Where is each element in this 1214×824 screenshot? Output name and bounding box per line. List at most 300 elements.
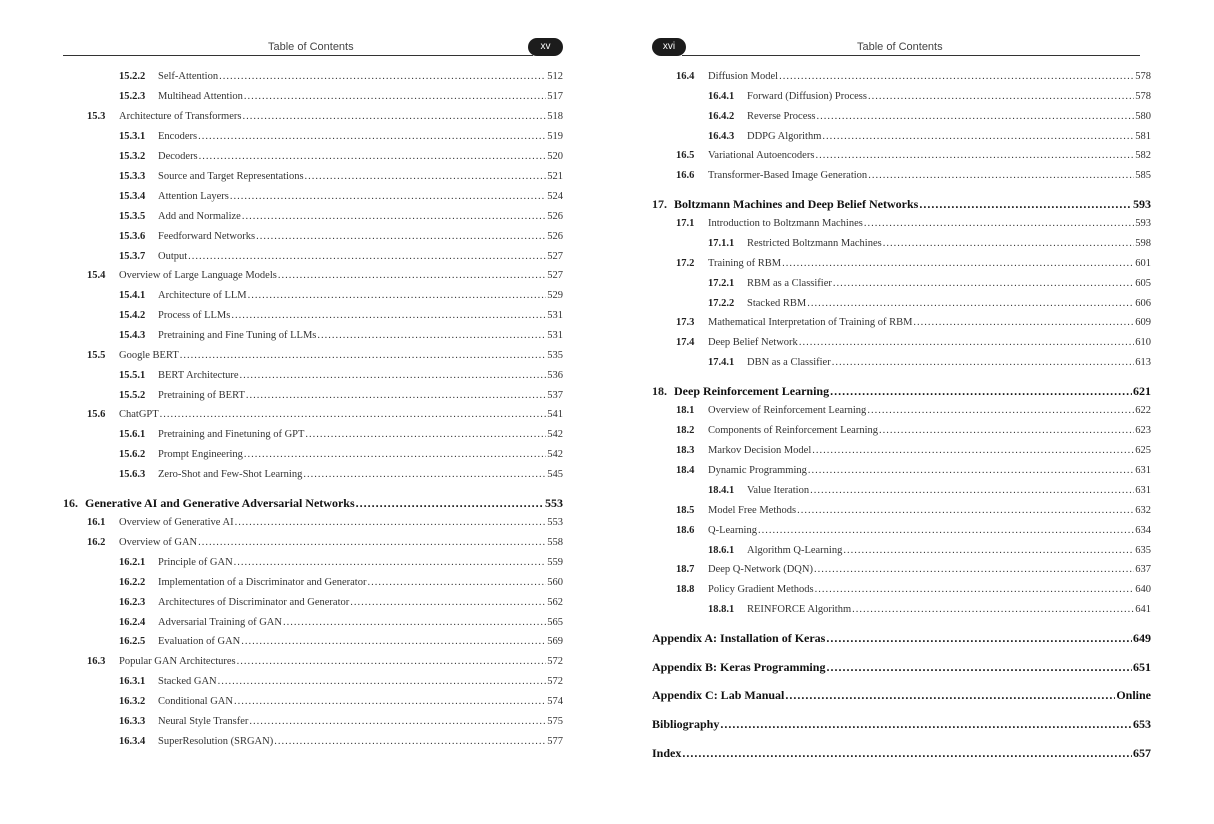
toc-entry[interactable] <box>63 209 563 225</box>
toc-entry[interactable] <box>63 555 563 571</box>
toc-entry-page: 651 <box>1133 660 1151 674</box>
dot-leader <box>779 69 1134 85</box>
toc-entry-number: 18.8 <box>676 584 695 595</box>
toc-entry-title: Popular GAN Architectures <box>119 656 236 667</box>
dot-leader <box>814 562 1134 578</box>
running-header: Table of Contents <box>857 41 943 53</box>
toc-entry-page: 519 <box>547 131 563 142</box>
toc-entry-page: 574 <box>547 696 563 707</box>
toc-entry-page: 585 <box>1135 170 1151 181</box>
toc-entry-page: 613 <box>1135 357 1151 368</box>
toc-entry-title: Stacked GAN <box>158 676 217 687</box>
toc-entry[interactable] <box>63 288 563 304</box>
toc-entry-page: 542 <box>547 429 563 440</box>
toc-entry-title: DBN as a Classifier <box>747 357 831 368</box>
dot-leader <box>720 716 1132 732</box>
toc-entry[interactable] <box>652 630 1151 646</box>
toc-entry-number: 17.1 <box>676 218 695 229</box>
toc-entry-number: 15.3 <box>87 111 106 122</box>
toc-entry-number: 17. <box>652 197 667 211</box>
toc-entry-number: 18.2 <box>676 425 695 436</box>
dot-leader <box>782 256 1134 272</box>
toc-entry[interactable] <box>63 308 563 324</box>
toc-entry[interactable] <box>63 427 563 443</box>
toc-entry-title: Prompt Engineering <box>158 449 243 460</box>
toc-entry-title: Output <box>158 251 188 262</box>
toc-entry-number: 16.2.3 <box>119 597 146 608</box>
toc-entry-page: 553 <box>547 517 563 528</box>
left-page <box>63 0 563 824</box>
toc-entry-number: 15.3.1 <box>119 131 146 142</box>
toc-entry[interactable] <box>652 503 1151 519</box>
toc-entry-number: 18.5 <box>676 505 695 516</box>
toc-entry[interactable] <box>63 328 563 344</box>
toc-entry-title: Neural Style Transfer <box>158 716 249 727</box>
dot-leader <box>256 229 546 245</box>
toc-entry-number: 16.3.1 <box>119 676 146 687</box>
toc-entry-title: Overview of Reinforcement Learning <box>708 405 867 416</box>
toc-entry-title: Deep Belief Network <box>708 337 798 348</box>
toc-entry-title: Self-Attention <box>158 71 219 82</box>
toc-entry-title: Pretraining and Fine Tuning of LLMs <box>158 330 317 341</box>
toc-entry-page: 575 <box>547 716 563 727</box>
toc-entry-number: 15.3.7 <box>119 251 146 262</box>
toc-entry-number: 15.2.2 <box>119 71 146 82</box>
toc-entry-page: 560 <box>547 577 563 588</box>
toc-entry[interactable] <box>63 634 563 650</box>
toc-entry-title: Index <box>652 746 682 760</box>
toc-entry-page: 531 <box>547 310 563 321</box>
header-rule <box>682 55 1140 56</box>
toc-entry-page: 621 <box>1133 384 1151 398</box>
toc-entry-number: 16.2.5 <box>119 636 146 647</box>
toc-entry-title: Zero-Shot and Few-Shot Learning <box>158 469 303 480</box>
toc-entry[interactable] <box>652 659 1151 675</box>
toc-entry-title: Forward (Diffusion) Process <box>747 91 867 102</box>
toc-entry-page: 512 <box>547 71 563 82</box>
toc-entry-title: Evaluation of GAN <box>158 636 241 647</box>
toc-entry[interactable] <box>63 129 563 145</box>
dot-leader <box>237 654 547 670</box>
toc-entry-title: Conditional GAN <box>158 696 233 707</box>
toc-entry-number: 15.2.3 <box>119 91 146 102</box>
dot-leader <box>879 423 1134 439</box>
toc-entry[interactable] <box>63 495 563 511</box>
toc-entry[interactable] <box>652 745 1151 761</box>
toc-entry-page: 565 <box>547 617 563 628</box>
dot-leader <box>833 276 1134 292</box>
toc-entry-title: Appendix B: Keras Programming <box>652 660 826 674</box>
toc-entry-title: Policy Gradient Methods <box>708 584 814 595</box>
dot-leader <box>826 630 1132 646</box>
dot-leader <box>758 523 1134 539</box>
toc-entry-title: Boltzmann Machines and Deep Belief Networks <box>674 197 919 211</box>
toc-entry-page: 631 <box>1135 485 1151 496</box>
toc-entry-number: 15.3.2 <box>119 151 146 162</box>
toc-entry-page: 520 <box>547 151 563 162</box>
toc-entry-page: 641 <box>1135 604 1151 615</box>
toc-entry-page: 623 <box>1135 425 1151 436</box>
toc-entry[interactable] <box>652 236 1151 252</box>
toc-entry-title: DDPG Algorithm <box>747 131 822 142</box>
toc-entry-title: Adversarial Training of GAN <box>158 617 282 628</box>
toc-entry-page: 531 <box>547 330 563 341</box>
toc-entry[interactable] <box>652 463 1151 479</box>
toc-entry-page: 634 <box>1135 525 1151 536</box>
toc-entry[interactable] <box>652 196 1151 212</box>
toc-entry-title: Restricted Boltzmann Machines <box>747 238 882 249</box>
toc-entry[interactable] <box>652 403 1151 419</box>
toc-entry[interactable] <box>652 716 1151 732</box>
toc-entry[interactable] <box>63 535 563 551</box>
running-header: Table of Contents <box>268 41 354 53</box>
dot-leader <box>248 288 547 304</box>
dot-leader <box>868 89 1134 105</box>
toc-entry-title: Stacked RBM <box>747 298 807 309</box>
toc-entry-title: Architecture of Transformers <box>119 111 242 122</box>
dot-leader <box>785 687 1115 703</box>
toc-entry-number: 17.2.2 <box>708 298 735 309</box>
dot-leader <box>218 674 547 690</box>
toc-entry-title: Add and Normalize <box>158 211 241 222</box>
toc-entry[interactable] <box>63 615 563 631</box>
toc-entry-page: 526 <box>547 231 563 242</box>
toc-entry[interactable] <box>652 582 1151 598</box>
toc-entry-page: 578 <box>1135 71 1151 82</box>
toc-entry[interactable] <box>63 734 563 750</box>
toc-entry[interactable] <box>63 714 563 730</box>
dot-leader <box>864 216 1134 232</box>
toc-entry-page: 536 <box>547 370 563 381</box>
dot-leader <box>244 447 546 463</box>
toc-entry[interactable] <box>652 129 1151 145</box>
dot-leader <box>234 694 546 710</box>
toc-entry-page: 631 <box>1135 465 1151 476</box>
toc-entry[interactable] <box>63 348 563 364</box>
toc-entry[interactable] <box>63 149 563 165</box>
toc-entry-number: 17.2.1 <box>708 278 735 289</box>
toc-entry-page: 545 <box>547 469 563 480</box>
toc-entry-title: Decoders <box>158 151 198 162</box>
toc-entry-title: Transformer-Based Image Generation <box>708 170 868 181</box>
dot-leader <box>305 169 547 185</box>
dot-leader <box>234 555 547 571</box>
toc-entry[interactable] <box>63 447 563 463</box>
toc-entry[interactable] <box>63 368 563 384</box>
toc-entry-number: 16.2 <box>87 537 106 548</box>
dot-leader <box>249 714 546 730</box>
toc-entry-title: Overview of Generative AI <box>119 517 234 528</box>
dot-leader <box>867 403 1134 419</box>
toc-entry[interactable] <box>652 523 1151 539</box>
toc-entry-page: 625 <box>1135 445 1151 456</box>
dot-leader <box>303 467 546 483</box>
toc-entry-page: 637 <box>1135 564 1151 575</box>
toc-entry-page: 529 <box>547 290 563 301</box>
toc-entry-page: 653 <box>1133 717 1151 731</box>
dot-leader <box>832 355 1135 371</box>
toc-entry-number: 16.1 <box>87 517 106 528</box>
toc-entry-number: 16.2.1 <box>119 557 146 568</box>
toc-entry[interactable] <box>652 687 1151 703</box>
toc-entry[interactable] <box>652 148 1151 164</box>
toc-entry[interactable] <box>63 229 563 245</box>
toc-entry[interactable] <box>652 256 1151 272</box>
toc-entry-title: Google BERT <box>119 350 179 361</box>
toc-entry[interactable] <box>63 388 563 404</box>
toc-entry-title: RBM as a Classifier <box>747 278 832 289</box>
toc-entry-title: Dynamic Programming <box>708 465 807 476</box>
dot-leader <box>799 335 1134 351</box>
toc-entry-title: Process of LLMs <box>158 310 231 321</box>
toc-entry-page: 569 <box>547 636 563 647</box>
dot-leader <box>235 515 547 531</box>
toc-entry[interactable] <box>652 423 1151 439</box>
dot-leader <box>240 368 547 384</box>
toc-entry-number: 16.4.2 <box>708 111 735 122</box>
toc-entry-number: 15.3.5 <box>119 211 146 222</box>
toc-entry-number: 17.1.1 <box>708 238 735 249</box>
toc-entry-title: SuperResolution (SRGAN) <box>158 736 274 747</box>
toc-entry-page: 598 <box>1135 238 1151 249</box>
toc-entry[interactable] <box>63 89 563 105</box>
toc-entry[interactable] <box>652 216 1151 232</box>
toc-entry-number: 16.4.3 <box>708 131 735 142</box>
dot-leader <box>241 634 546 650</box>
toc-entry-page: 593 <box>1133 197 1151 211</box>
toc-entry[interactable] <box>652 355 1151 371</box>
toc-entry-number: 16.3.4 <box>119 736 146 747</box>
toc-entry[interactable] <box>63 249 563 265</box>
dot-leader <box>852 602 1134 618</box>
toc-entry-number: 15.4.2 <box>119 310 146 321</box>
toc-entry-title: Appendix C: Lab Manual <box>652 688 785 702</box>
dot-leader <box>278 268 546 284</box>
toc-entry-page: 577 <box>547 736 563 747</box>
toc-entry[interactable] <box>63 654 563 670</box>
dot-leader <box>244 89 546 105</box>
dot-leader <box>199 149 547 165</box>
dot-leader <box>283 615 546 631</box>
toc-entry[interactable] <box>63 694 563 710</box>
dot-leader <box>367 575 546 591</box>
dot-leader <box>883 236 1135 252</box>
toc-entry-number: 15.5.1 <box>119 370 146 381</box>
toc-entry[interactable] <box>652 89 1151 105</box>
toc-entry-page: 635 <box>1135 545 1151 556</box>
toc-entry-title: Pretraining of BERT <box>158 390 245 401</box>
toc-entry-page: 524 <box>547 191 563 202</box>
toc-entry-title: Markov Decision Model <box>708 445 812 456</box>
toc-entry-number: 15.5 <box>87 350 106 361</box>
toc-entry-title: Implementation of a Discriminator and Generator <box>158 577 367 588</box>
toc-entry-page: 606 <box>1135 298 1151 309</box>
toc-entry-title: Overview of Large Language Models <box>119 270 277 281</box>
dot-leader <box>242 109 546 125</box>
toc-entry-number: 15.4.3 <box>119 330 146 341</box>
toc-entry[interactable] <box>652 276 1151 292</box>
toc-entry-title: REINFORCE Algorithm <box>747 604 852 615</box>
toc-entry-page: 535 <box>547 350 563 361</box>
dot-leader <box>812 443 1134 459</box>
dot-leader <box>198 535 546 551</box>
toc-entry[interactable] <box>652 109 1151 125</box>
toc-entry-title: BERT Architecture <box>158 370 239 381</box>
toc-entry-page: 521 <box>547 171 563 182</box>
dot-leader <box>242 209 546 225</box>
toc-entry-page: 601 <box>1135 258 1151 269</box>
toc-entry-title: Overview of GAN <box>119 537 198 548</box>
toc-entry[interactable] <box>63 189 563 205</box>
dot-leader <box>808 463 1134 479</box>
toc-entry[interactable] <box>652 69 1151 85</box>
toc-entry[interactable] <box>652 602 1151 618</box>
toc-entry-page: 541 <box>547 409 563 420</box>
toc-entry-title: Multihead Attention <box>158 91 243 102</box>
toc-entry[interactable] <box>652 335 1151 351</box>
toc-entry-number: 16. <box>63 496 78 510</box>
toc-entry[interactable] <box>63 69 563 85</box>
toc-entry-page: 593 <box>1135 218 1151 229</box>
toc-entry-title: Model Free Methods <box>708 505 797 516</box>
dot-leader <box>843 543 1134 559</box>
toc-entry-title: Diffusion Model <box>708 71 779 82</box>
header-rule <box>63 55 533 56</box>
toc-entry-number: 16.5 <box>676 150 695 161</box>
page-number-badge: xv <box>528 38 563 56</box>
dot-leader <box>815 148 1134 164</box>
page-number-badge: xvi <box>652 38 686 56</box>
toc-entry[interactable] <box>63 407 563 423</box>
toc-entry[interactable] <box>63 595 563 611</box>
toc-entry-number: 15.6 <box>87 409 106 420</box>
toc-entry-number: 15.6.2 <box>119 449 146 460</box>
toc-entry[interactable] <box>63 575 563 591</box>
toc-entry-title: Attention Layers <box>158 191 229 202</box>
dot-leader <box>160 407 547 423</box>
toc-entry-page: 518 <box>547 111 563 122</box>
dot-leader <box>826 659 1132 675</box>
toc-entry-number: 18.1 <box>676 405 695 416</box>
toc-entry-number: 15.6.3 <box>119 469 146 480</box>
toc-entry-number: 15.4.1 <box>119 290 146 301</box>
toc-entry-page: 537 <box>547 390 563 401</box>
toc-entry-title: Deep Q-Network (DQN) <box>708 564 813 575</box>
toc-entry-number: 15.3.6 <box>119 231 146 242</box>
dot-leader <box>350 595 546 611</box>
toc-entry-page: 527 <box>547 251 563 262</box>
toc-entry-title: Introduction to Boltzmann Machines <box>708 218 863 229</box>
toc-entry-title: Architectures of Discriminator and Generator <box>158 597 350 608</box>
toc-entry-title: Pretraining and Finetuning of GPT <box>158 429 305 440</box>
dot-leader <box>817 109 1135 125</box>
dot-leader <box>188 249 546 265</box>
toc-entry-number: 16.2.4 <box>119 617 146 628</box>
dot-leader <box>180 348 547 364</box>
dot-leader <box>317 328 546 344</box>
toc-entry[interactable] <box>63 467 563 483</box>
toc-entry[interactable] <box>652 562 1151 578</box>
dot-leader <box>868 168 1134 184</box>
toc-entry[interactable] <box>652 483 1151 499</box>
dot-leader <box>231 308 546 324</box>
toc-entry-number: 18.4 <box>676 465 695 476</box>
toc-entry-page: 542 <box>547 449 563 460</box>
toc-entry-title: Bibliography <box>652 717 720 731</box>
dot-leader <box>305 427 546 443</box>
toc-entry-number: 18.7 <box>676 564 695 575</box>
toc-entry-title: Deep Reinforcement Learning <box>674 384 830 398</box>
dot-leader <box>230 189 546 205</box>
toc-entry-number: 18.6.1 <box>708 545 735 556</box>
toc-entry-number: 16.2.2 <box>119 577 146 588</box>
dot-leader <box>356 495 544 511</box>
toc-entry-page: 622 <box>1135 405 1151 416</box>
toc-entry-number: 16.3 <box>87 656 106 667</box>
toc-entry-page: 580 <box>1135 111 1151 122</box>
toc-entry-number: 17.2 <box>676 258 695 269</box>
toc-entry[interactable] <box>652 168 1151 184</box>
toc-entry-number: 18.8.1 <box>708 604 735 615</box>
dot-leader <box>919 196 1132 212</box>
dot-leader <box>815 582 1135 598</box>
toc-entry[interactable] <box>652 383 1151 399</box>
toc-entry[interactable] <box>63 515 563 531</box>
toc-entry-page: 640 <box>1135 584 1151 595</box>
toc-entry-page: 649 <box>1133 631 1151 645</box>
toc-entry[interactable] <box>652 315 1151 331</box>
toc-entry-page: 578 <box>1135 91 1151 102</box>
toc-entry-title: Components of Reinforcement Learning <box>708 425 878 436</box>
toc-entry-number: 15.5.2 <box>119 390 146 401</box>
right-page <box>652 0 1151 824</box>
toc-entry-number: 17.4 <box>676 337 695 348</box>
toc-entry-page: 572 <box>547 656 563 667</box>
toc-entry-number: 18.3 <box>676 445 695 456</box>
toc-entry-number: 18. <box>652 384 667 398</box>
toc-entry-page: 572 <box>547 676 563 687</box>
dot-leader <box>822 129 1134 145</box>
toc-entry-title: Encoders <box>158 131 198 142</box>
toc-entry-number: 17.3 <box>676 317 695 328</box>
toc-entry-page: 581 <box>1135 131 1151 142</box>
toc-entry-title: Value Iteration <box>747 485 810 496</box>
toc-entry-title: Appendix A: Installation of Keras <box>652 631 826 645</box>
toc-entry-number: 16.4.1 <box>708 91 735 102</box>
toc-entry[interactable] <box>63 169 563 185</box>
toc-entry-title: Generative AI and Generative Adversarial Networks <box>85 496 355 510</box>
dot-leader <box>810 483 1134 499</box>
dot-leader <box>198 129 546 145</box>
toc-entry[interactable] <box>63 109 563 125</box>
toc-entry-page: 558 <box>547 537 563 548</box>
toc-entry-title: Principle of GAN <box>158 557 233 568</box>
toc-entry[interactable] <box>63 268 563 284</box>
toc-entry-page: 605 <box>1135 278 1151 289</box>
toc-entry-title: Q-Learning <box>708 525 757 536</box>
dot-leader <box>797 503 1134 519</box>
toc-entry-number: 16.4 <box>676 71 695 82</box>
toc-entry[interactable] <box>652 296 1151 312</box>
toc-entry[interactable] <box>652 443 1151 459</box>
toc-entry-page: 610 <box>1135 337 1151 348</box>
toc-entry-number: 15.3.4 <box>119 191 146 202</box>
toc-entry-page: 657 <box>1133 746 1151 760</box>
toc-entry[interactable] <box>63 674 563 690</box>
toc-entry[interactable] <box>652 543 1151 559</box>
toc-entry-page: 526 <box>547 211 563 222</box>
toc-entry-title: Feedforward Networks <box>158 231 256 242</box>
